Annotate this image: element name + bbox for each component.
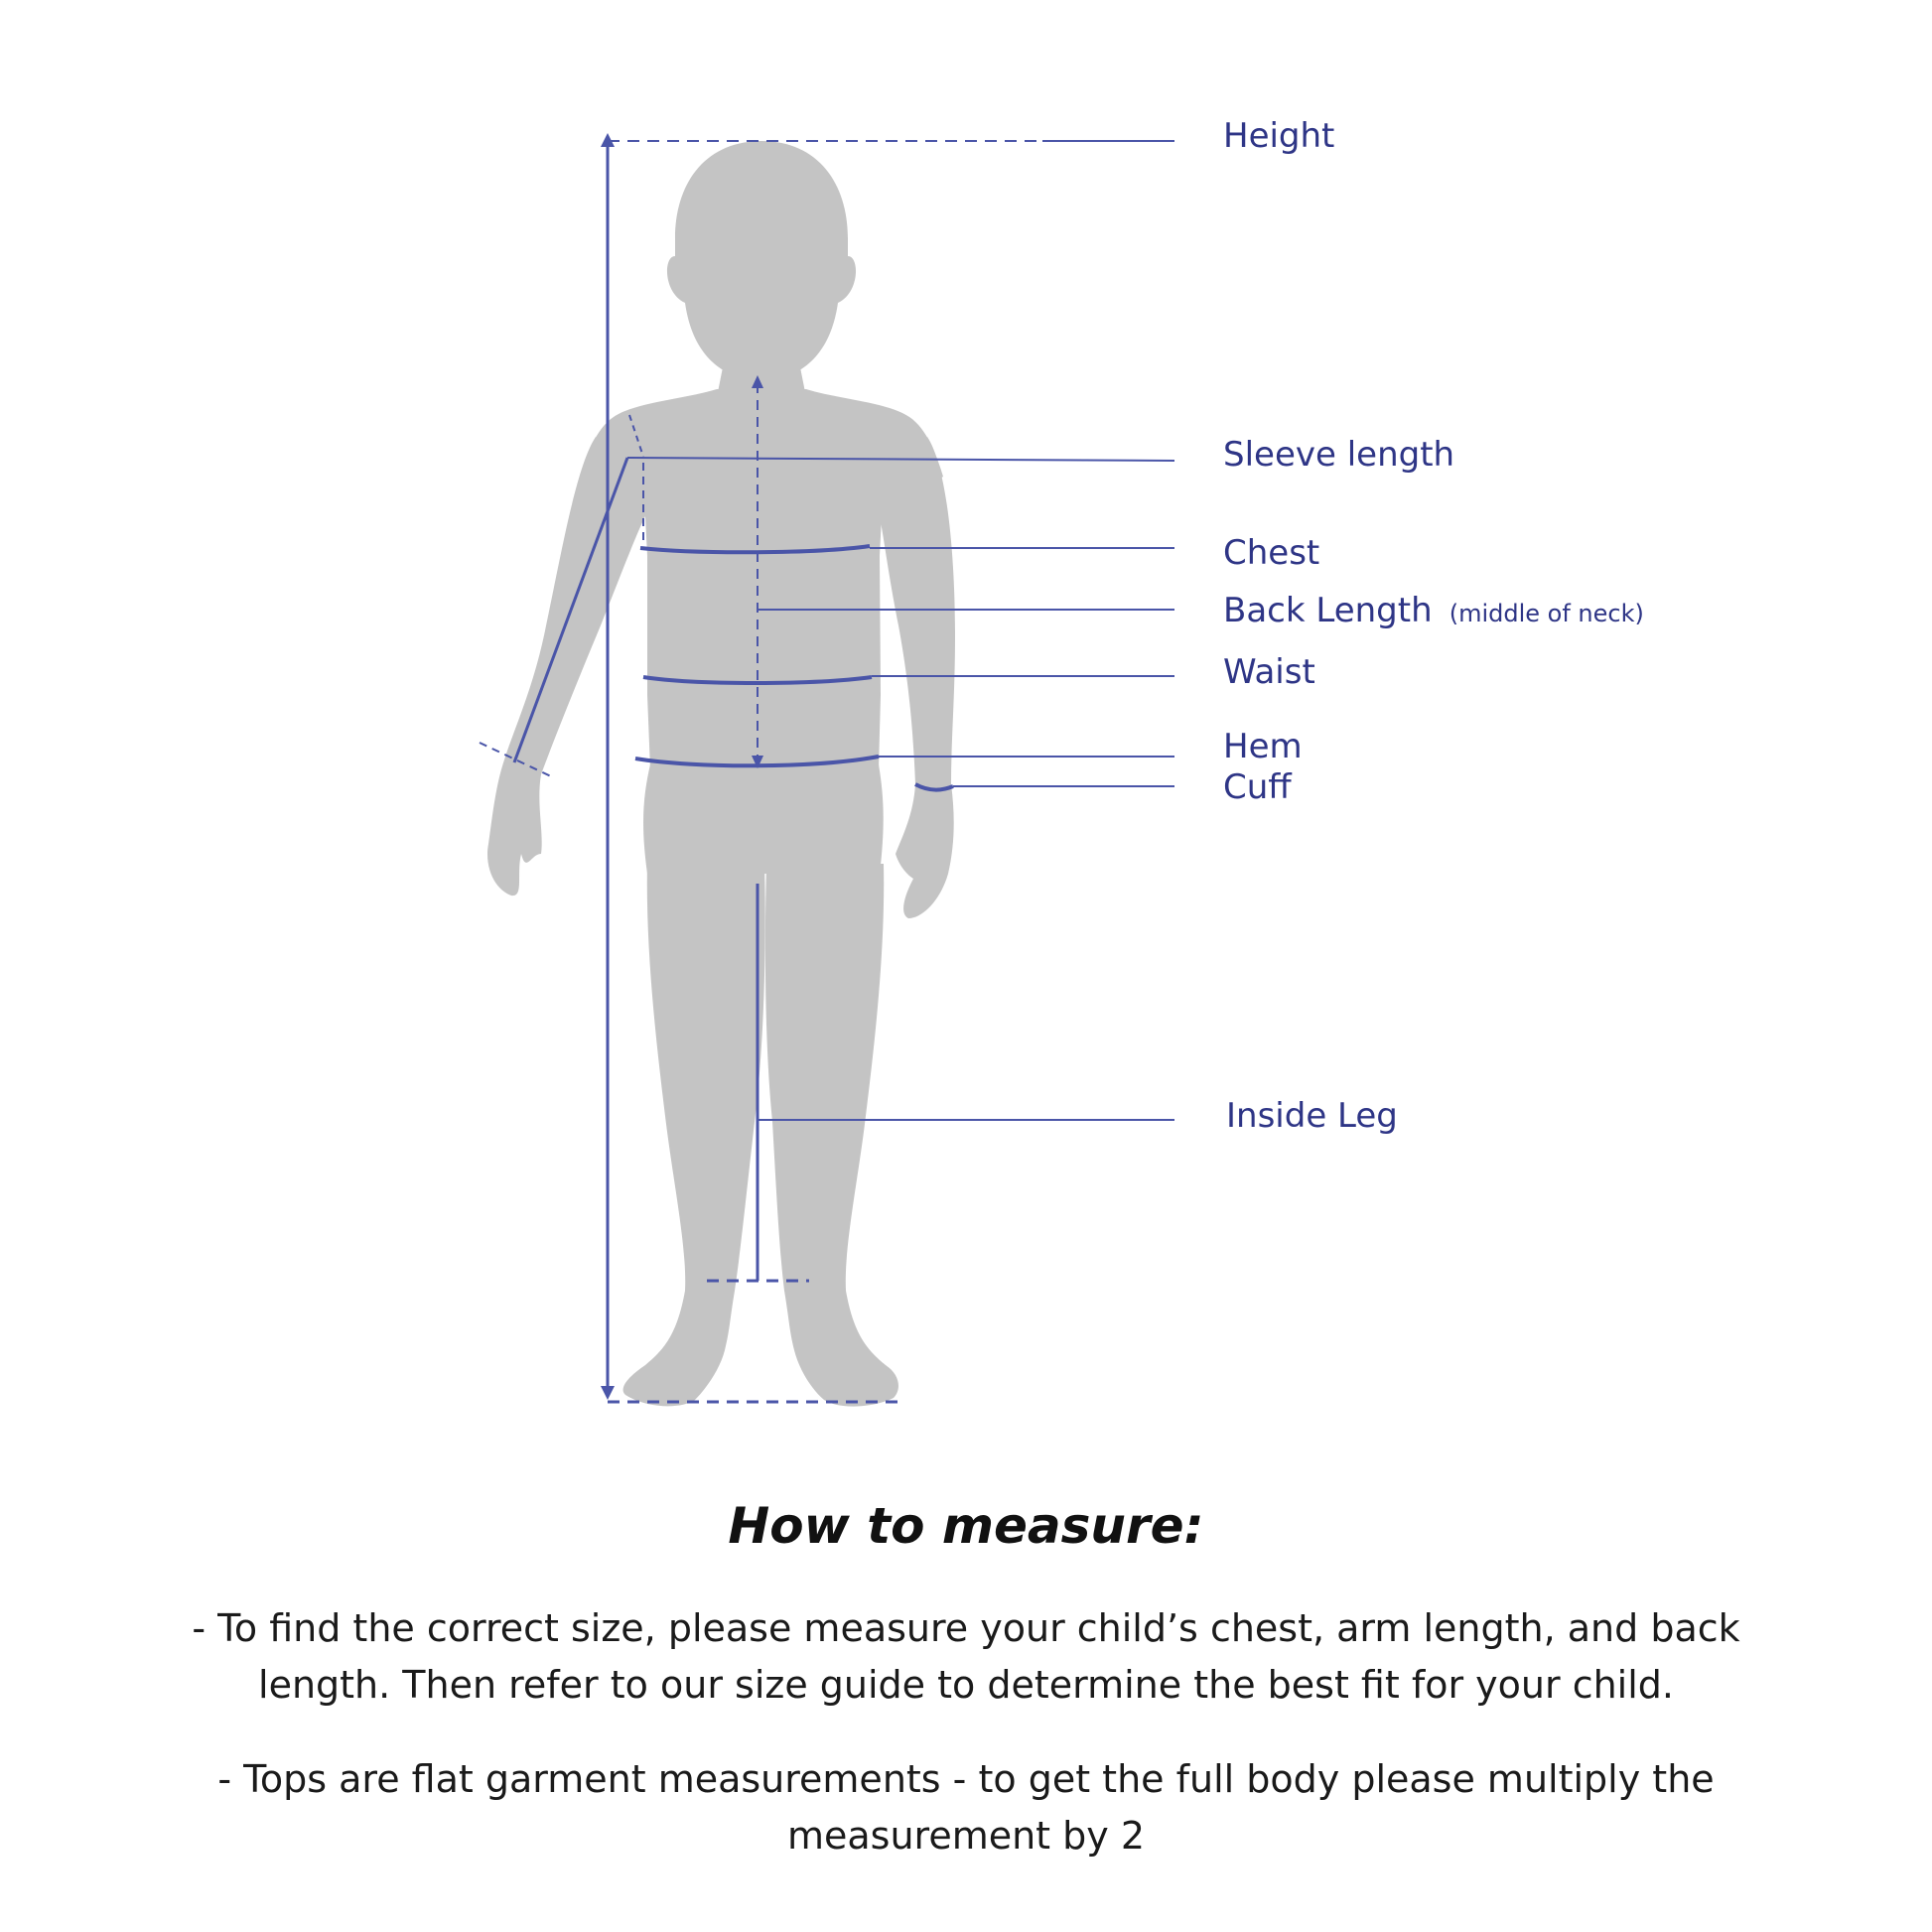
label-waist: Waist: [1223, 652, 1315, 692]
label-inside-leg: Inside Leg: [1226, 1096, 1398, 1136]
label-back-length-group: [1223, 591, 1644, 630]
instruction-paragraph-1: - To find the correct size, please measure your child’s chest, arm length, and back length. Then refer to our size guide to determine the best fit for your child.: [192, 1606, 1740, 1707]
label-back-length: Back Length: [1223, 591, 1433, 630]
silhouette-right-arm: [880, 437, 955, 918]
child-silhouette: [487, 141, 955, 1407]
silhouette-torso: [581, 389, 943, 769]
silhouette-hips: [643, 764, 884, 874]
silhouette-left-arm: [487, 437, 645, 896]
sleeve-arm-line: [514, 458, 627, 762]
label-chest: Chest: [1223, 533, 1320, 573]
silhouette-left-leg: [623, 864, 765, 1406]
silhouette-right-leg: [765, 864, 898, 1407]
label-back-length-note: (middle of neck): [1449, 600, 1644, 627]
label-hem: Hem: [1223, 727, 1303, 766]
label-cuff: Cuff: [1223, 767, 1292, 807]
height-arrow-bottom: [601, 1386, 615, 1400]
label-height: Height: [1223, 116, 1335, 156]
instructions-title: How to measure:: [728, 1497, 1204, 1555]
silhouette-head: [667, 141, 856, 381]
measurement-labels: [1223, 116, 1644, 1136]
instruction-paragraph-2: - Tops are flat garment measurements - to get the full body please multiply the measurement by 2: [217, 1757, 1715, 1858]
label-sleeve-length: Sleeve length: [1223, 435, 1455, 475]
